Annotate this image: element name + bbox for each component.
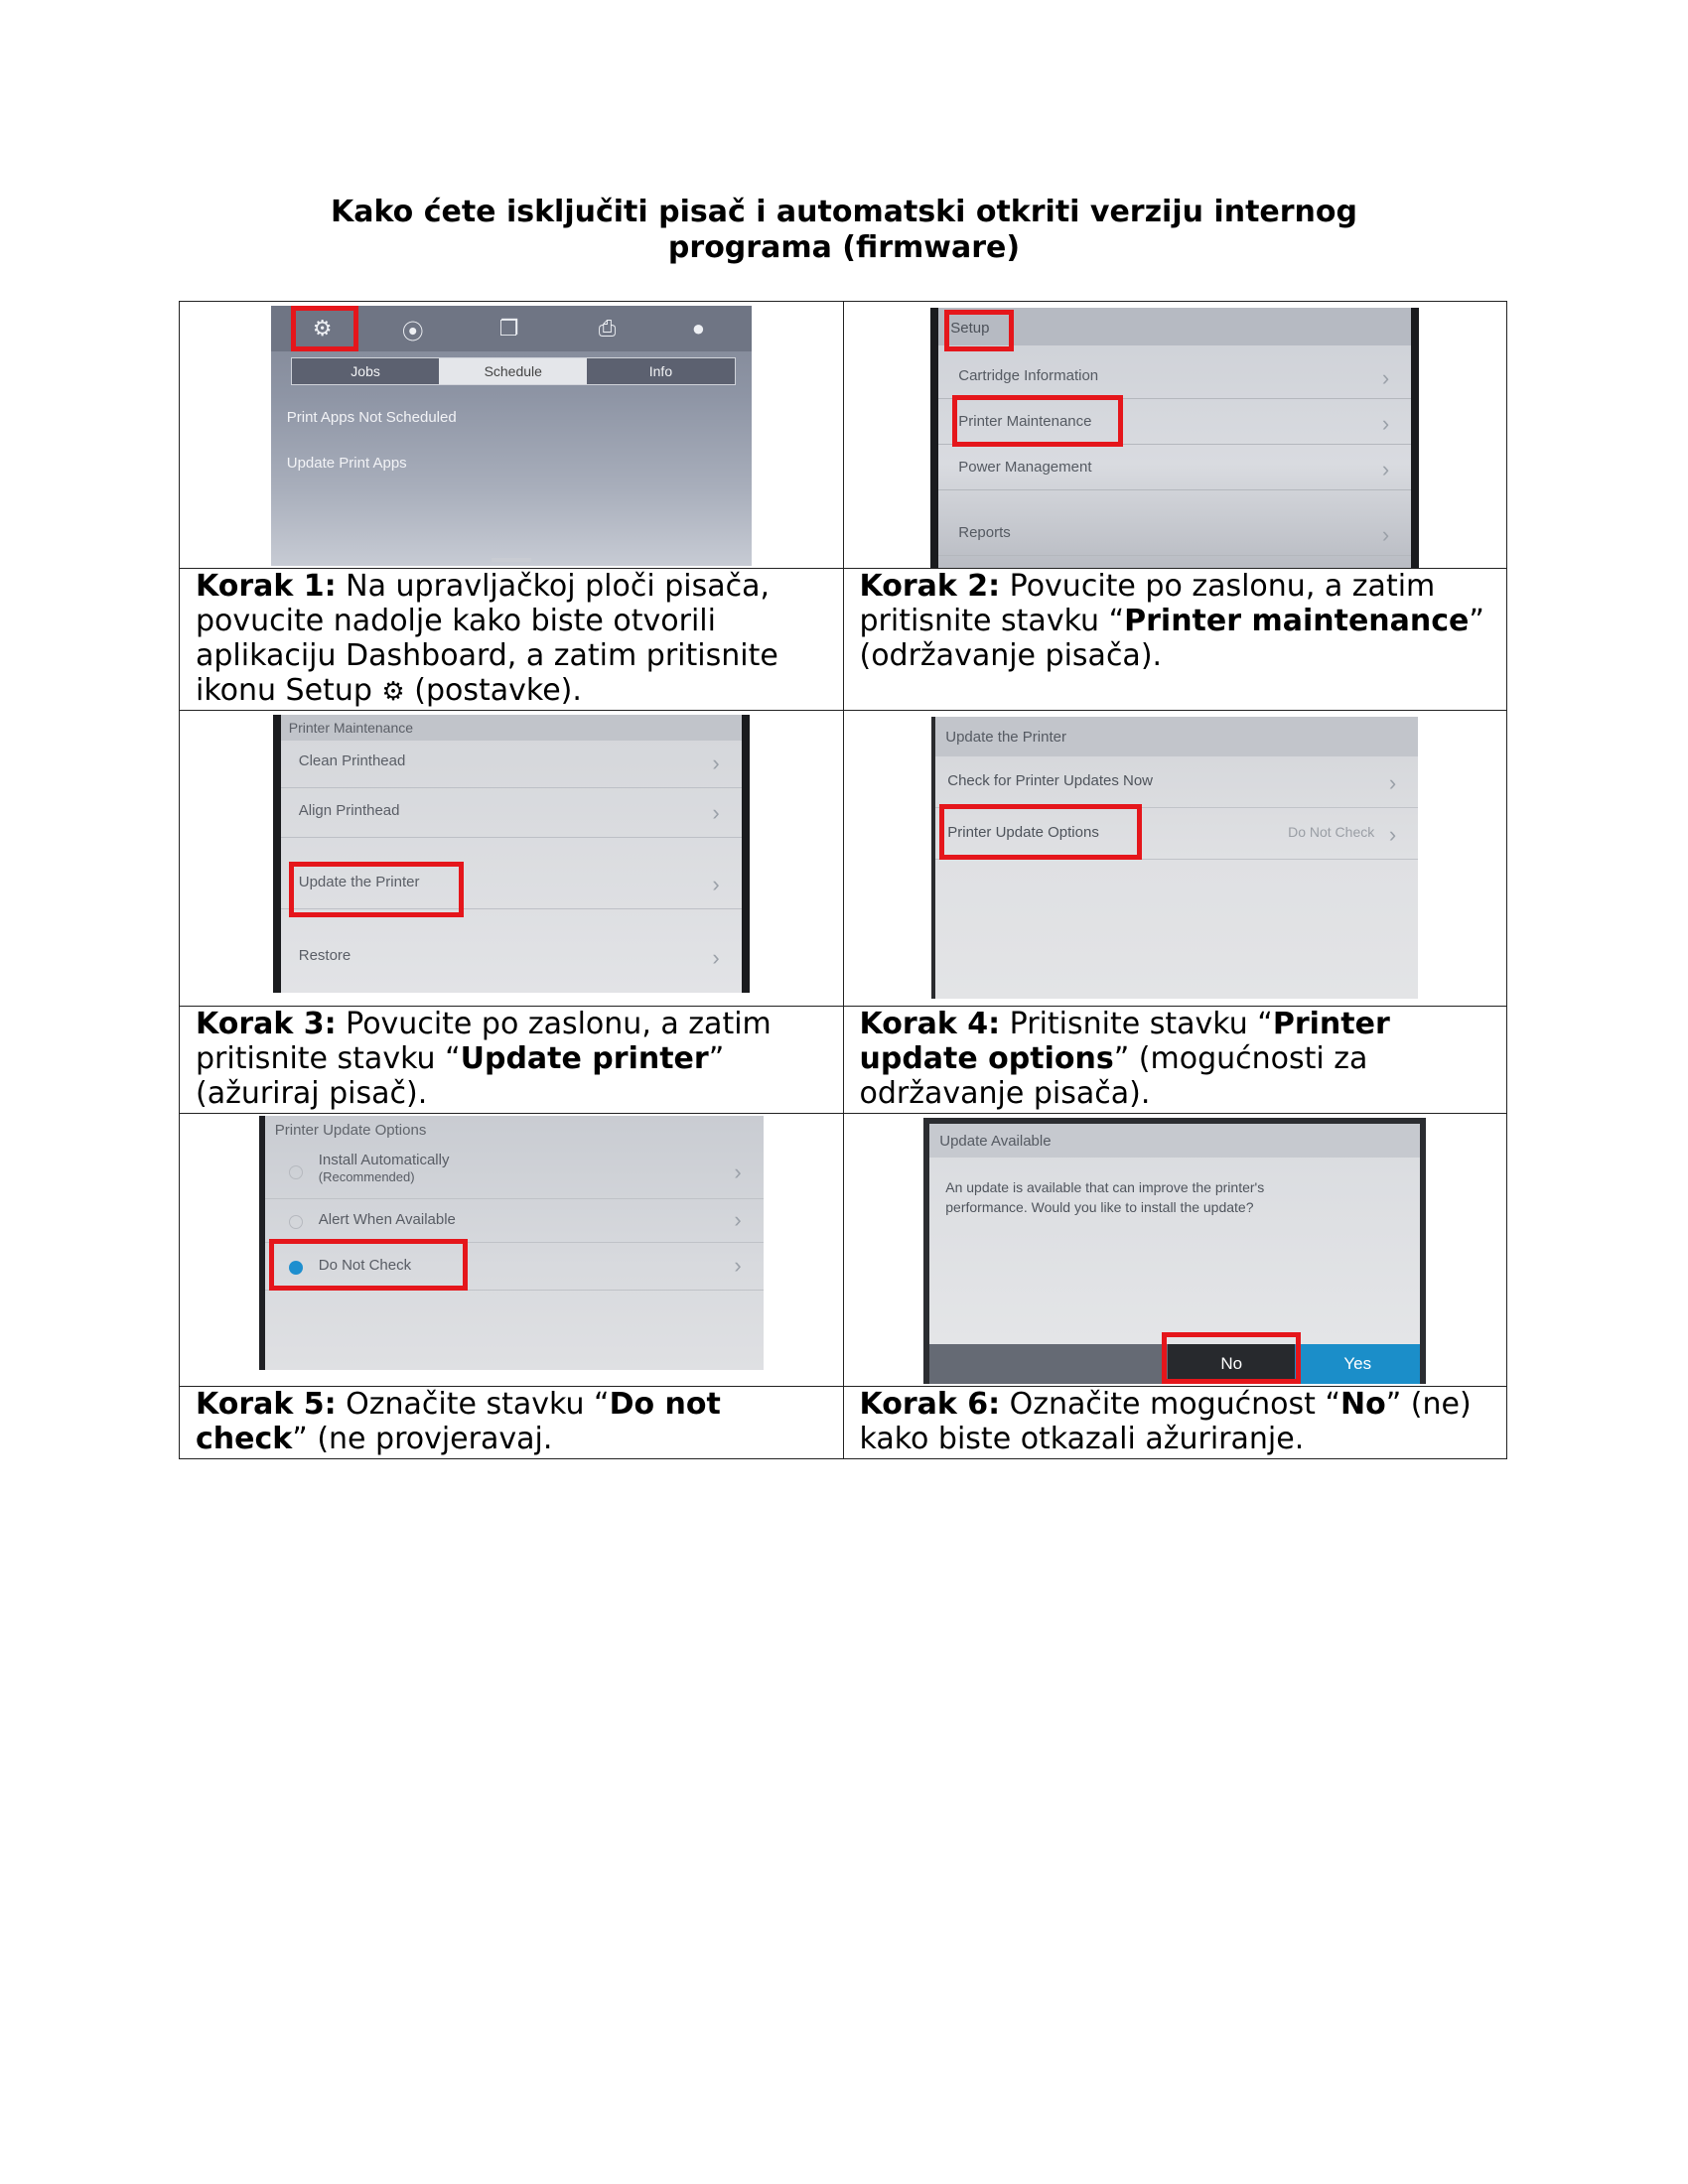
screenshot-update-the-printer	[931, 717, 1418, 999]
tab-info: Info	[587, 358, 735, 384]
update-printer-header	[935, 717, 1418, 756]
list-item	[281, 741, 742, 788]
step-bold-term: Update printer	[460, 1041, 709, 1076]
list-item-label: Check for Printer Updates Now	[947, 772, 1153, 789]
list-item	[265, 1199, 764, 1243]
list-item-label: Restore	[298, 947, 352, 964]
step-1-image-cell	[180, 302, 844, 569]
list-item-label: Align Printhead	[298, 802, 400, 819]
step-2-image-cell	[843, 302, 1507, 569]
step-text: ” (ažuriraj pisač).	[196, 1041, 725, 1111]
step-6-caption	[844, 1387, 1507, 1456]
update-options-header: Printer Update Options	[274, 1122, 427, 1139]
chevron-right-icon: ›	[734, 1253, 742, 1278]
highlight-do-not-check	[269, 1239, 468, 1291]
step-label: Korak 2:	[859, 569, 1001, 604]
update-printer-header-label: Update the Printer	[945, 729, 1066, 746]
step-3-caption-cell	[180, 1007, 844, 1114]
update-message-line: An update is available that can improve the printer's	[945, 1179, 1265, 1195]
list-item	[281, 790, 742, 838]
list-item	[938, 510, 1411, 556]
chevron-right-icon: ›	[734, 1207, 742, 1232]
step-text: (postavke).	[404, 673, 582, 708]
step-text: ” (ne) kako biste otkazali ažuriranje.	[859, 1387, 1472, 1456]
step-4-caption	[844, 1007, 1507, 1111]
list-item-label: Do Not Check	[318, 1257, 412, 1274]
chevron-right-icon: ›	[712, 872, 720, 896]
list-item-label: Alert When Available	[318, 1211, 456, 1228]
highlight-printer-maintenance	[952, 395, 1123, 447]
radio-icon	[289, 1215, 303, 1229]
current-value: Do Not Check	[1288, 824, 1375, 840]
screenshot-printer-update-options	[259, 1116, 764, 1370]
chevron-right-icon: ›	[712, 945, 720, 970]
step-label: Korak 1:	[196, 569, 337, 604]
step-text: Povucite po zaslonu, a zatim pritisnite stavku “	[196, 1007, 772, 1076]
step-3-image-cell	[180, 711, 844, 1007]
dashboard-tabs	[291, 357, 736, 385]
step-text: Povucite po zaslonu, a zatim pritisnite stavku “	[859, 569, 1436, 638]
screenshot-setup	[930, 308, 1419, 568]
list-item-label: Power Management	[958, 459, 1092, 476]
print-icon: ⎙	[598, 316, 617, 341]
step-text: ” (održavanje pisača).	[859, 604, 1484, 673]
step-label: Korak 5:	[196, 1387, 337, 1422]
step-5-caption-cell	[180, 1387, 844, 1459]
step-text: ” (ne provjeravaj.	[292, 1422, 553, 1456]
list-item-label: Reports	[958, 524, 1011, 541]
step-label: Korak 3:	[196, 1007, 337, 1041]
chevron-right-icon: ›	[734, 1160, 742, 1184]
highlight-setup	[944, 310, 1014, 351]
step-label: Korak 4:	[859, 1007, 1001, 1041]
step-bold-term: Do not check	[196, 1387, 721, 1456]
step-4-caption-cell	[843, 1007, 1507, 1114]
screenshot-printer-maintenance	[273, 715, 750, 993]
step-bold-term: Printer update options	[859, 1007, 1390, 1076]
step-text: Označite stavku “	[336, 1387, 610, 1422]
step-text: Pritisnite stavku “	[1000, 1007, 1273, 1041]
screenshot-update-available	[923, 1118, 1426, 1384]
chevron-right-icon: ›	[712, 751, 720, 775]
maintenance-header-label: Printer Maintenance	[288, 720, 414, 736]
document-title	[179, 195, 1509, 266]
list-item	[265, 1146, 764, 1199]
update-message-line: performance. Would you like to install the update?	[945, 1199, 1254, 1215]
gear-icon: ⚙	[381, 677, 405, 707]
title-line-2: programa (firmware)	[667, 230, 1021, 265]
yes-button: Yes	[1295, 1344, 1420, 1384]
chevron-right-icon: ›	[1388, 822, 1397, 847]
list-item-label: Clean Printhead	[298, 752, 406, 769]
step-4-image-cell	[843, 711, 1507, 1007]
list-item	[281, 935, 742, 983]
step-3-caption	[180, 1007, 843, 1111]
step-6-image-cell	[843, 1114, 1507, 1387]
wireless-icon: ⦿	[401, 320, 424, 344]
highlight-update-the-printer	[289, 862, 464, 917]
highlight-no-button	[1162, 1332, 1301, 1384]
step-5-caption	[180, 1387, 843, 1456]
step-bold-term: No	[1340, 1387, 1386, 1422]
step-1-caption	[180, 569, 843, 710]
no-button: No	[1168, 1344, 1295, 1384]
dashboard-item: Update Print Apps	[286, 455, 407, 472]
radio-icon	[289, 1165, 303, 1179]
list-item-label: Printer Maintenance	[958, 413, 1092, 430]
list-item	[938, 353, 1411, 399]
step-1-caption-cell	[180, 569, 844, 711]
screenshot-dashboard	[271, 306, 752, 566]
step-5-image-cell	[180, 1114, 844, 1387]
list-item-label: Update the Printer	[298, 874, 420, 890]
steps-table	[179, 301, 1507, 1459]
dashboard-item: Print Apps Not Scheduled	[286, 409, 457, 426]
chevron-right-icon: ›	[712, 800, 720, 825]
step-label: Korak 6:	[859, 1387, 1001, 1422]
setup-header-label: Setup	[950, 320, 990, 337]
list-item-label: Install Automatically	[318, 1152, 450, 1168]
chevron-right-icon: ›	[1388, 770, 1397, 795]
chevron-right-icon: ›	[1381, 411, 1390, 436]
pull-handle	[492, 558, 531, 562]
copy-icon: ❐	[498, 316, 519, 341]
highlight-setup-icon	[291, 306, 358, 351]
maintenance-header	[281, 715, 742, 741]
list-item	[938, 445, 1411, 490]
step-text: Na upravljačkoj ploči pisača, povucite nadolje kako biste otvorili aplikaciju Dashboard, a zatim pritisnite ikonu Setup	[196, 569, 778, 708]
tab-jobs: Jobs	[292, 358, 440, 384]
gear-icon: ⚙	[312, 316, 333, 341]
step-2-caption	[844, 569, 1507, 673]
chevron-right-icon: ›	[1381, 522, 1390, 547]
step-text: ” (mogućnosti za održavanje pisača).	[859, 1041, 1368, 1111]
step-text: Označite mogućnost “	[1000, 1387, 1340, 1422]
step-6-caption-cell	[843, 1387, 1507, 1459]
update-message	[945, 1177, 1264, 1217]
list-item-sublabel: (Recommended)	[318, 1169, 415, 1184]
title-line-1: Kako ćete isključiti pisač i automatski otkriti verziju internog	[331, 195, 1357, 229]
update-available-header	[929, 1124, 1420, 1158]
list-item-label: Printer Update Options	[947, 824, 1099, 841]
chevron-right-icon: ›	[1381, 365, 1390, 390]
list-item	[935, 756, 1418, 808]
highlight-printer-update-options	[939, 804, 1142, 860]
update-available-header-label: Update Available	[939, 1133, 1052, 1150]
chevron-right-icon: ›	[1381, 457, 1390, 481]
list-item-label: Cartridge Information	[958, 367, 1099, 384]
ink-drop-icon: ●	[691, 316, 706, 341]
tab-schedule: Schedule	[439, 358, 587, 384]
step-2-caption-cell	[843, 569, 1507, 711]
step-bold-term: Printer maintenance	[1124, 604, 1470, 638]
